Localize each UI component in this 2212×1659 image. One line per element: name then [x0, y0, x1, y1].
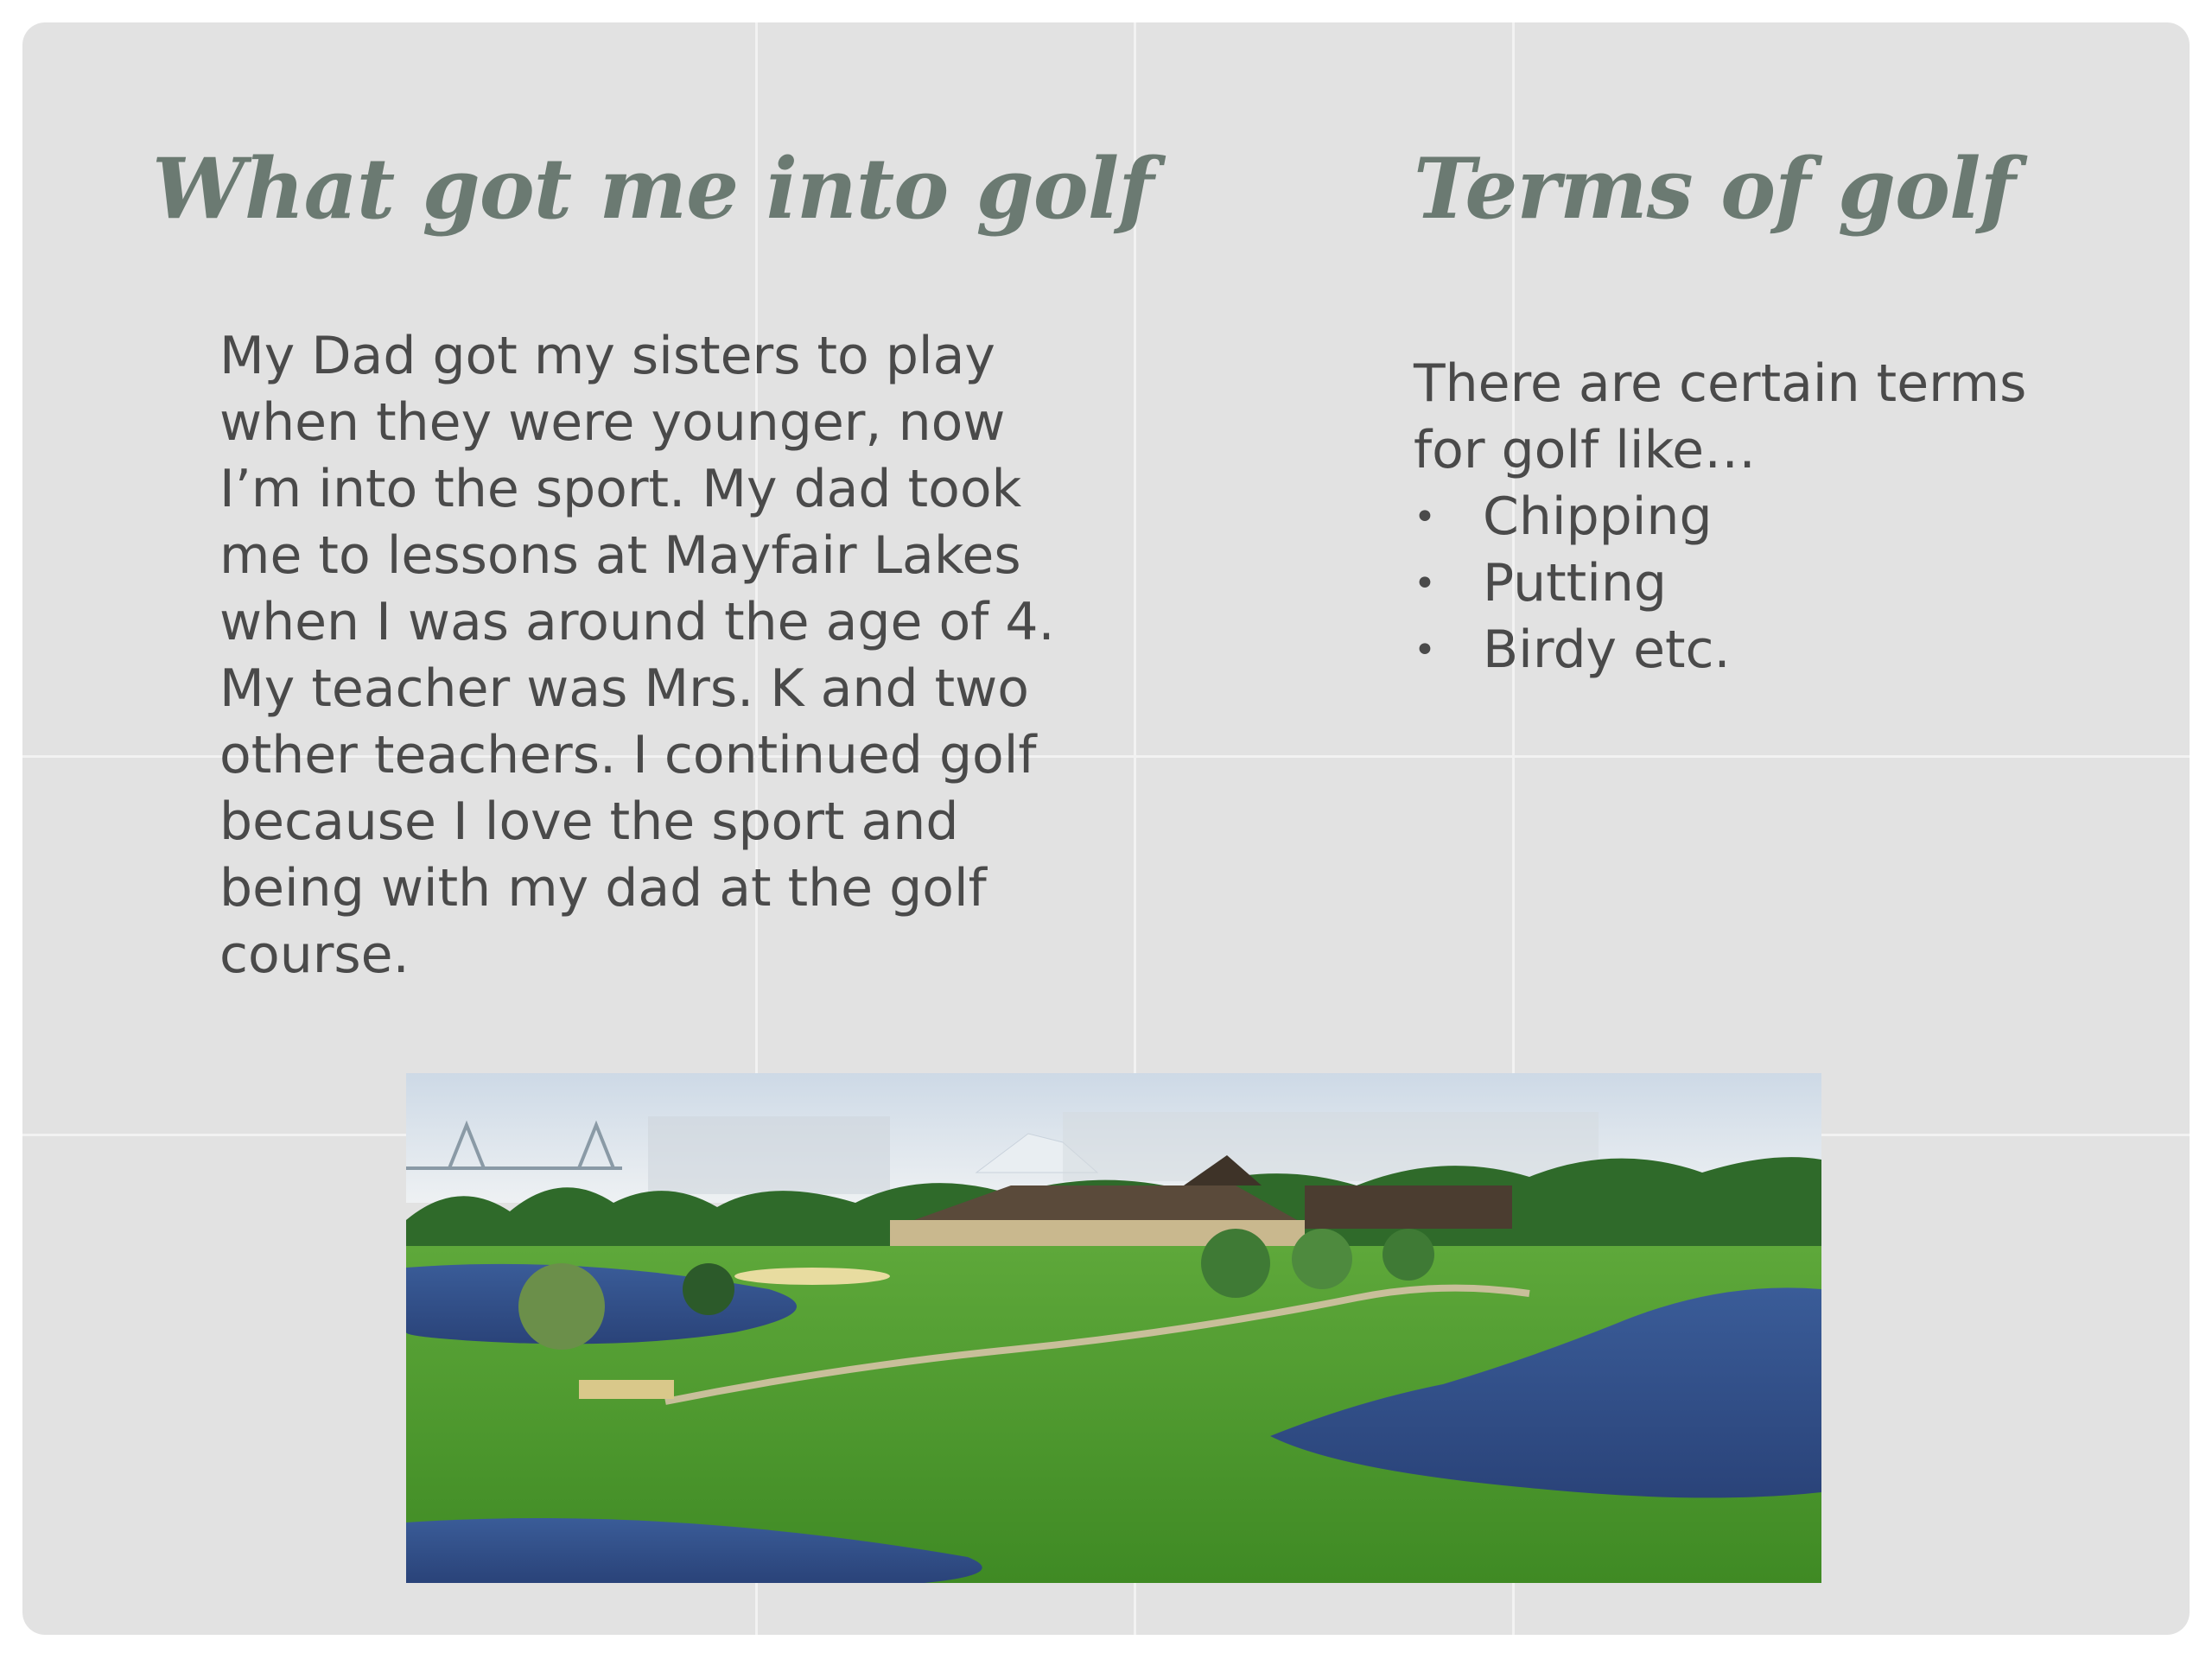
list-item-label: Chipping [1483, 486, 1713, 547]
golf-terms-list [1414, 484, 1731, 683]
right-title: Terms of golf [1414, 140, 2015, 238]
left-paragraph: My Dad got my sisters to play when they were younger, now I’m into the sport. My dad took me to lessons at Mayfair Lakes when I was around the age of 4. My teacher was Mrs. K and two other teachers. I continued golf because I love the sport and being with my dad at the golf course. [219, 326, 1055, 985]
bullet-icon: • [1414, 562, 1436, 606]
range-net [648, 1116, 890, 1194]
list-item [1414, 484, 1731, 550]
left-title: What got me into golf [152, 140, 1154, 238]
right-intro: There are certain terms for golf like… [1414, 353, 2027, 480]
clubhouse-wing [1305, 1185, 1512, 1229]
golf-course-photo [406, 1073, 1821, 1583]
willow-tree [518, 1263, 605, 1350]
list-item [1414, 617, 1731, 683]
bullet-icon: • [1414, 628, 1436, 672]
range-net [1063, 1112, 1599, 1181]
list-item [1414, 550, 1731, 617]
sand-bunker [734, 1268, 890, 1285]
list-item-label: Putting [1483, 553, 1667, 613]
tree [1292, 1229, 1352, 1289]
tree [1382, 1229, 1434, 1281]
golf-course-illustration [406, 1073, 1821, 1583]
bullet-icon: • [1414, 495, 1436, 539]
list-item-label: Birdy etc. [1483, 620, 1731, 680]
footbridge [579, 1380, 674, 1399]
tree [683, 1263, 734, 1315]
tree [1201, 1229, 1270, 1298]
